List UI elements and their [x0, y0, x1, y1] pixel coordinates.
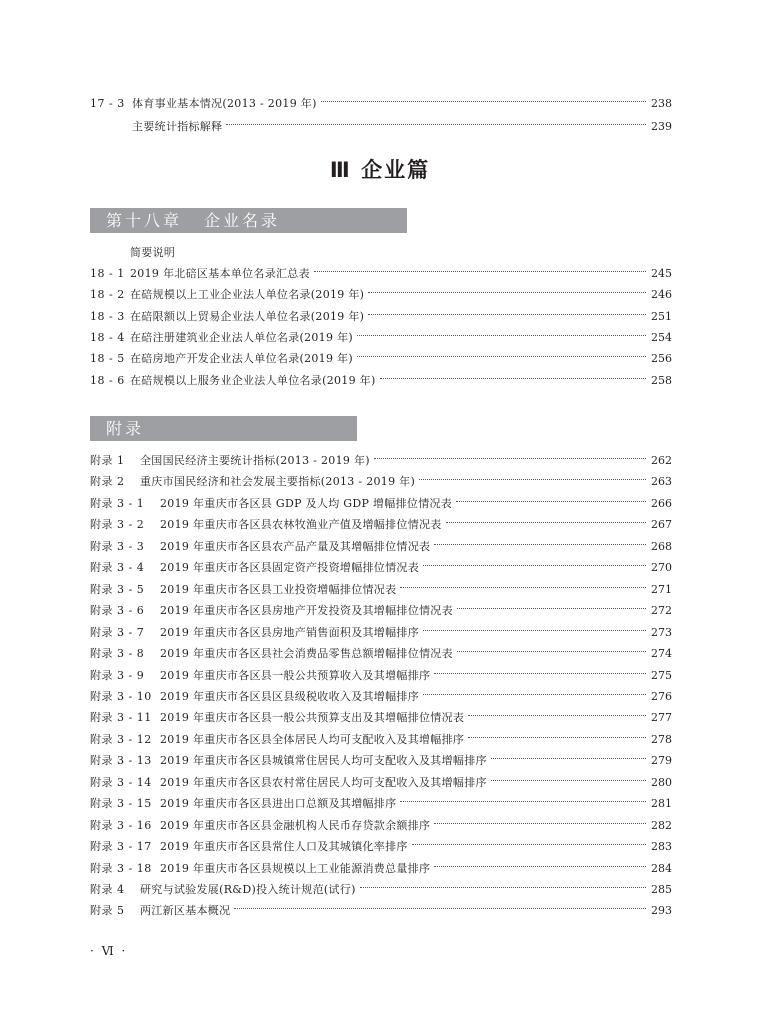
- entry-number: 附录 3 - 18: [90, 861, 152, 875]
- entry-page: 271: [651, 582, 672, 596]
- entry-page: 275: [651, 668, 672, 682]
- entry-number: 附录 3 - 13: [90, 754, 152, 768]
- entry-title: 主要统计指标解释: [132, 120, 223, 133]
- entry-page: 254: [651, 330, 672, 344]
- entry-number: 附录 3 - 12: [90, 732, 152, 746]
- toc-entry[interactable]: [90, 329, 672, 347]
- entry-page: 256: [651, 352, 672, 366]
- toc-entry[interactable]: [90, 350, 672, 368]
- entry-number: 附录 3 - 10: [90, 689, 152, 703]
- entry-title: 2019 年重庆市各区县一般公共预算收入及其增幅排序: [160, 668, 431, 682]
- entry-page: 246: [651, 288, 672, 302]
- entry-title: 体育事业基本情况(2013 - 2019 年): [132, 97, 317, 110]
- entry-number: 附录 1: [90, 454, 125, 467]
- entry-number: 18 - 6: [90, 373, 125, 387]
- entry-number: 附录 5: [90, 904, 125, 918]
- dot-leader: [360, 886, 646, 888]
- dot-leader: [234, 907, 646, 909]
- entry-page: 258: [651, 373, 672, 387]
- appendix-entry[interactable]: [90, 559, 672, 577]
- appendix-entry[interactable]: [90, 538, 672, 556]
- entry-page: 281: [651, 797, 672, 811]
- entry-title: 2019 年重庆市各区县农产品产量及其增幅排位情况表: [160, 539, 431, 553]
- entry-title: 2019 年重庆市各区县 GDP 及人均 GDP 增幅排位情况表: [160, 496, 453, 510]
- appendix-entry[interactable]: [90, 667, 672, 685]
- entry-number: 附录 3 - 17: [90, 840, 152, 854]
- entry-number: 17 - 3: [90, 97, 125, 110]
- entry-number: 附录 3 - 15: [90, 797, 152, 811]
- entry-number: 18 - 3: [90, 309, 125, 323]
- page-folio: · Ⅵ ·: [90, 944, 128, 958]
- toc-entry[interactable]: [90, 308, 672, 326]
- entry-number: 附录 3 - 6: [90, 604, 145, 618]
- entry-page: 284: [651, 861, 672, 875]
- entry-page: 267: [651, 518, 672, 532]
- entry-page: 274: [651, 647, 672, 661]
- entry-number: 18 - 2: [90, 288, 125, 302]
- appendix-entry[interactable]: [90, 902, 672, 920]
- entry-page: 279: [651, 754, 672, 768]
- entry-title: 2019 年重庆市各区县金融机构人民币存贷款余额排序: [160, 818, 431, 832]
- dot-leader: [468, 714, 646, 716]
- entry-title: 在碚房地产开发企业法人单位名录(2019 年): [130, 352, 353, 366]
- dot-leader: [357, 355, 646, 357]
- toc-entry[interactable]: [90, 372, 672, 390]
- dot-leader: [368, 291, 646, 293]
- entry-page: 280: [651, 775, 672, 789]
- entry-title: 2019 年重庆市各区县社会消费品零售总额增幅排位情况表: [160, 647, 453, 661]
- entry-number: 18 - 5: [90, 352, 125, 366]
- entry-page: 263: [651, 475, 672, 489]
- entry-number: 附录 3 - 5: [90, 582, 145, 596]
- entry-page: 239: [651, 120, 672, 133]
- dot-leader: [374, 457, 646, 459]
- dot-leader: [419, 478, 646, 480]
- dot-leader: [434, 672, 646, 674]
- dot-leader: [400, 800, 646, 802]
- entry-number: 附录 3 - 9: [90, 668, 145, 682]
- entry-title: 2019 年重庆市各区县农林牧渔业产值及增幅排位情况表: [160, 518, 442, 532]
- entry-title: 在碚规模以上服务业企业法人单位名录(2019 年): [130, 373, 376, 387]
- entry-number: 18 - 1: [90, 267, 125, 280]
- dot-leader: [456, 500, 646, 502]
- entry-title: 2019 年重庆市各区县固定资产投资增幅排位情况表: [160, 561, 419, 575]
- appendix-entry[interactable]: [90, 581, 672, 599]
- entry-number: 附录 3 - 4: [90, 561, 145, 575]
- entry-page: 262: [651, 454, 672, 467]
- entry-number: 附录 3 - 11: [90, 711, 152, 725]
- dot-leader: [434, 865, 646, 867]
- dot-leader: [412, 843, 646, 845]
- entry-title: 2019 年重庆市各区县一般公共预算支出及其增幅排位情况表: [160, 711, 465, 725]
- entry-title: 2019 年北碚区基本单位名录汇总表: [130, 267, 310, 280]
- entry-title: 全国国民经济主要统计指标(2013 - 2019 年): [140, 454, 370, 467]
- entry-title: 2019 年重庆市各区县房地产开发投资及其增幅排位情况表: [160, 604, 453, 618]
- entry-title: 2019 年重庆市各区县规模以上工业能源消费总量排序: [160, 861, 431, 875]
- appendix-entry[interactable]: [90, 624, 672, 642]
- dot-leader: [357, 334, 646, 336]
- entry-title: 2019 年重庆市各区县城镇常住居民人均可支配收入及其增幅排序: [160, 754, 487, 768]
- toc-entry-17-3[interactable]: [90, 95, 672, 113]
- appendix-entry[interactable]: [90, 516, 672, 534]
- entry-number: 附录 3 - 2: [90, 518, 145, 532]
- appendix-entry[interactable]: [90, 774, 672, 792]
- entry-page: 272: [651, 604, 672, 618]
- entry-number: 附录 4: [90, 883, 125, 896]
- dot-leader: [468, 736, 646, 738]
- dot-leader: [423, 693, 646, 695]
- chapter-title: 企业名录: [204, 211, 281, 230]
- dot-leader: [457, 607, 646, 609]
- entry-page: 245: [651, 267, 672, 280]
- entry-page: 268: [651, 539, 672, 553]
- entry-number: 附录 3 - 1: [90, 496, 145, 510]
- entry-title: 两江新区基本概况: [140, 904, 231, 918]
- appendix-entry[interactable]: [90, 860, 672, 878]
- chapter-label: 第十八章: [106, 211, 183, 230]
- dot-leader: [321, 100, 646, 102]
- entry-number: 附录 3 - 3: [90, 539, 145, 553]
- appendix-entry[interactable]: [90, 881, 672, 899]
- dot-leader: [314, 270, 646, 272]
- entry-title: 重庆市国民经济和社会发展主要指标(2013 - 2019 年): [140, 475, 416, 489]
- toc-entry-indicator-explanation[interactable]: [90, 118, 672, 136]
- dot-leader: [457, 650, 646, 652]
- appendix-entry[interactable]: [90, 795, 672, 813]
- dot-leader: [226, 123, 646, 125]
- appendix-entry[interactable]: [90, 602, 672, 620]
- entry-page: 238: [651, 97, 672, 110]
- entry-page: 283: [651, 840, 672, 854]
- appendix-header: [90, 416, 357, 441]
- dot-leader: [400, 586, 646, 588]
- entry-number: 附录 3 - 7: [90, 625, 145, 639]
- entry-number: 18 - 4: [90, 330, 125, 344]
- dot-leader: [380, 377, 646, 379]
- appendix-title: 附录: [106, 419, 145, 438]
- dot-leader: [423, 564, 646, 566]
- entry-number: 附录 3 - 14: [90, 775, 152, 789]
- appendix-entry[interactable]: [90, 688, 672, 706]
- entry-title: 2019 年重庆市各区县农村常住居民人均可支配收入及其增幅排序: [160, 775, 487, 789]
- entry-page: 282: [651, 818, 672, 832]
- appendix-entry[interactable]: [90, 731, 672, 749]
- appendix-entry[interactable]: [90, 645, 672, 663]
- entry-page: 277: [651, 711, 672, 725]
- entry-title: 2019 年重庆市各区县常住人口及其城镇化率排序: [160, 840, 408, 854]
- entry-page: 251: [651, 309, 672, 323]
- entry-title: 2019 年重庆市各区县工业投资增幅排位情况表: [160, 582, 397, 596]
- dot-leader: [434, 543, 646, 545]
- entry-page: 266: [651, 496, 672, 510]
- entry-title: 2019 年重庆市各区县房地产销售面积及其增幅排序: [160, 625, 419, 639]
- entry-page: 276: [651, 689, 672, 703]
- entry-number: 附录 3 - 16: [90, 818, 152, 832]
- entry-number: 附录 3 - 8: [90, 647, 145, 661]
- entry-title: 在碚注册建筑业企业法人单位名录(2019 年): [130, 330, 353, 344]
- entry-title: 2019 年重庆市各区县全体居民人均可支配收入及其增幅排序: [160, 732, 465, 746]
- dot-leader: [491, 779, 646, 781]
- chapter-18-header: [90, 208, 407, 233]
- entry-page: 285: [651, 883, 672, 896]
- dot-leader: [423, 629, 646, 631]
- entry-title: 在碚限额以上贸易企业法人单位名录(2019 年): [130, 309, 365, 323]
- toc-entry[interactable]: [90, 265, 672, 283]
- appendix-entry[interactable]: [90, 817, 672, 835]
- entry-title: 2019 年重庆市各区县进出口总额及其增幅排序: [160, 797, 397, 811]
- entry-number: 附录 2: [90, 475, 125, 489]
- entry-page: 270: [651, 561, 672, 575]
- entry-title: 研究与试验发展(R&D)投入统计规范(试行): [140, 883, 356, 896]
- entry-page: 273: [651, 625, 672, 639]
- appendix-entry[interactable]: [90, 452, 672, 470]
- dot-leader: [446, 521, 646, 523]
- entry-title: 在碚规模以上工业企业法人单位名录(2019 年): [130, 288, 365, 302]
- appendix-entry[interactable]: [90, 495, 672, 513]
- toc-entry[interactable]: [90, 286, 672, 304]
- entry-page: 278: [651, 732, 672, 746]
- dot-leader: [491, 757, 646, 759]
- chapter-intro[interactable]: 简要说明: [130, 246, 176, 259]
- appendix-entry[interactable]: [90, 838, 672, 856]
- appendix-entry[interactable]: [90, 752, 672, 770]
- part-title: Ⅲ 企业篇: [329, 158, 431, 182]
- appendix-entry[interactable]: [90, 473, 672, 491]
- entry-page: 293: [651, 904, 672, 918]
- dot-leader: [368, 313, 646, 315]
- appendix-entry[interactable]: [90, 709, 672, 727]
- dot-leader: [434, 822, 646, 824]
- entry-title: 2019 年重庆市各区县区县级税收收入及其增幅排序: [160, 689, 419, 703]
